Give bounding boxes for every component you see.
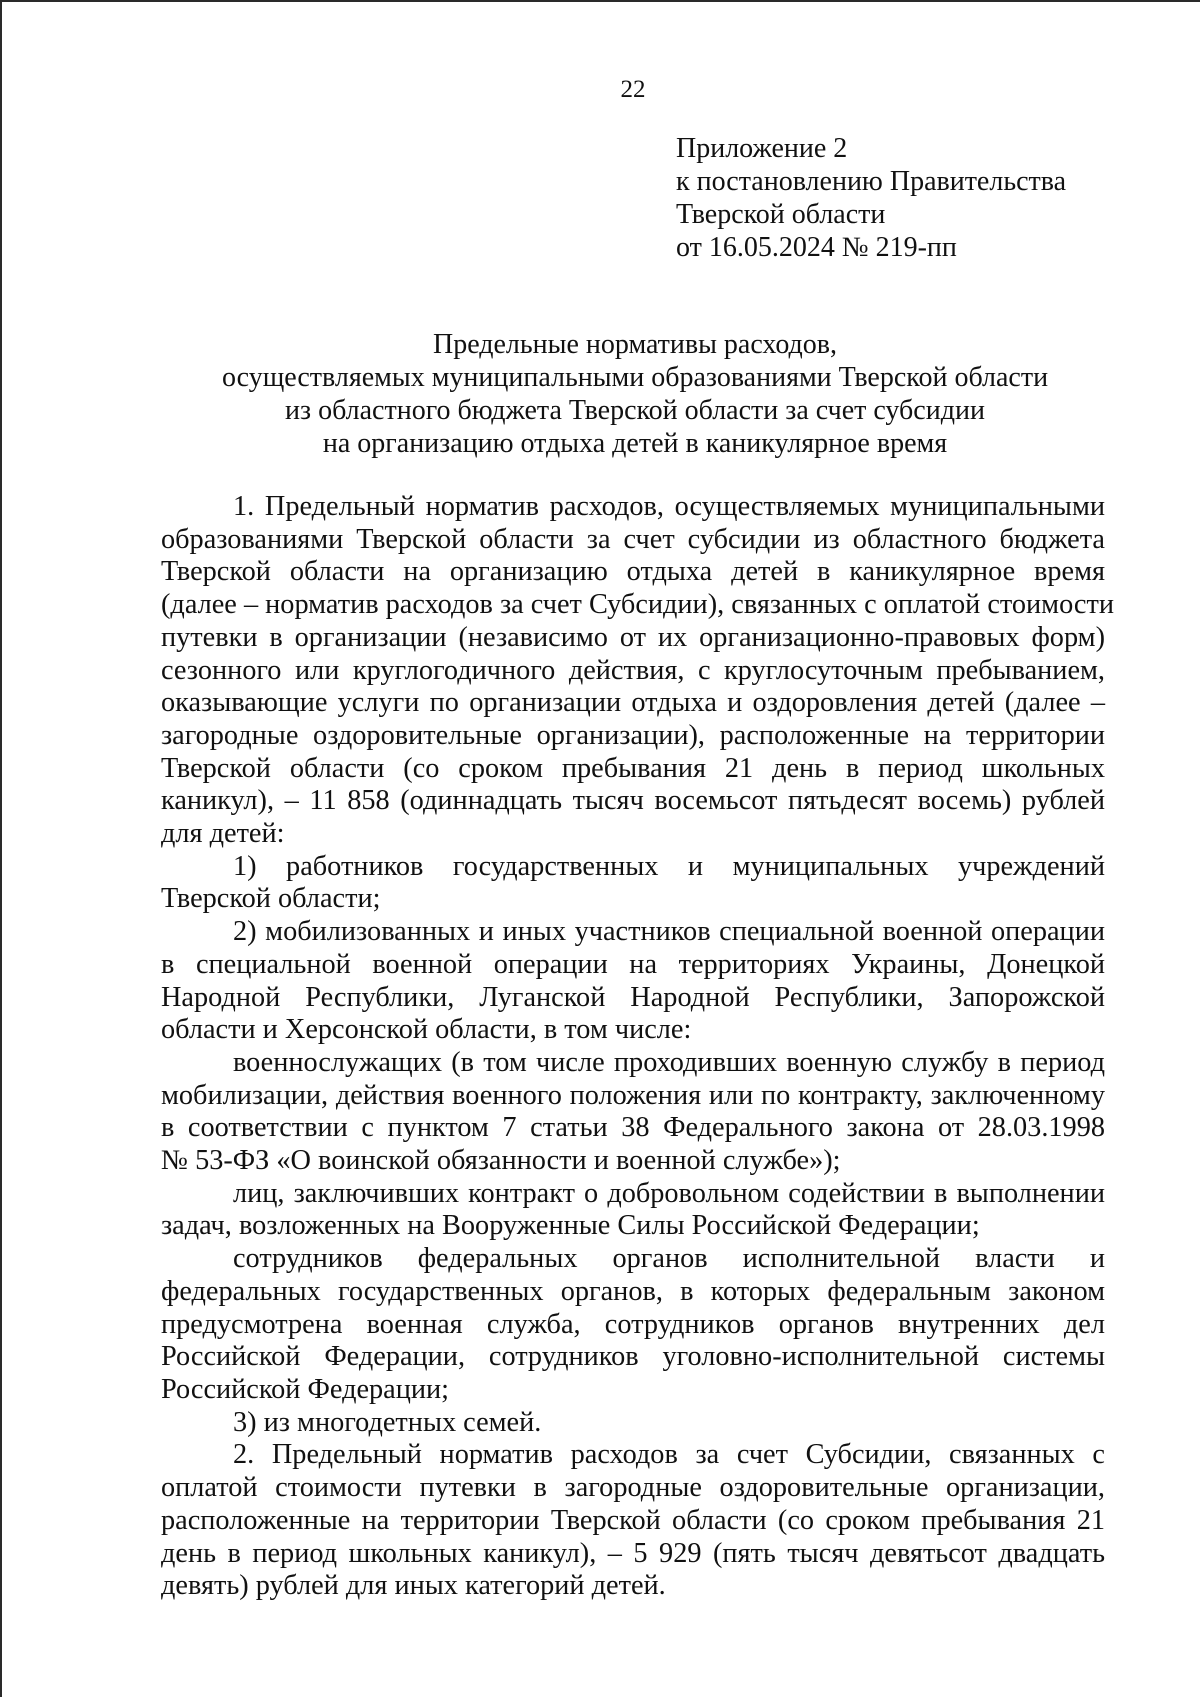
paragraph-line: загородные оздоровительные организации), расположенные на территории xyxy=(161,719,1105,751)
appendix-line: Приложение 2 xyxy=(676,133,848,164)
paragraph-line: лиц, заключивших контракт о добровольном содействии в выполнении xyxy=(233,1177,1105,1209)
paragraph xyxy=(161,1439,1105,1603)
paragraph-line: 2. Предельный норматив расходов за счет Субсидии, связанных с xyxy=(233,1439,1105,1471)
paragraph xyxy=(161,851,1105,916)
paragraph-line: (далее – норматив расходов за счет Субсидии), связанных с оплатой стоимости xyxy=(161,589,1115,621)
paragraph-line: федеральных государственных органов, в которых федеральным законом xyxy=(161,1275,1105,1307)
paragraph xyxy=(161,1243,1105,1407)
paragraph-line: для детей: xyxy=(161,818,285,850)
paragraph-line: оказывающие услуги по организации отдыха и оздоровления детей (далее – xyxy=(161,687,1105,719)
paragraph-line: 1. Предельный норматив расходов, осуществляемых муниципальными xyxy=(233,491,1105,522)
paragraph-line: каникул), – 11 858 (одиннадцать тысяч восемьсот пятьдесят восемь) рублей xyxy=(161,785,1105,817)
paragraph-line: в специальной военной операции на территориях Украины, Донецкой xyxy=(161,948,1105,980)
appendix-line: от 16.05.2024 № 219-пп xyxy=(676,232,957,263)
paragraph-line: Тверской области (со сроком пребывания 21 день в период школьных xyxy=(161,752,1105,784)
paragraph-line: в соответствии с пунктом 7 статьи 38 Федерального закона от 28.03.1998 xyxy=(161,1112,1105,1144)
paragraph-line: 2) мобилизованных и иных участников специальной военной операции xyxy=(233,916,1105,948)
paragraph xyxy=(161,1047,1105,1178)
paragraph xyxy=(161,916,1105,1047)
title-line: Предельные нормативы расходов, xyxy=(432,329,838,360)
appendix-line: к постановлению Правительства xyxy=(676,166,1067,197)
paragraph-line: Тверской области на организацию отдыха детей в каникулярное время xyxy=(161,556,1105,588)
paragraph-line: мобилизации, действия военного положения или по контракту, заключенному xyxy=(161,1079,1105,1111)
paragraph xyxy=(161,1178,1105,1243)
paragraph-line: день в период школьных каникул), – 5 929 (пять тысяч девятьсот двадцать xyxy=(161,1537,1105,1569)
paragraph-line: № 53-ФЗ «О воинской обязанности и военной службе»); xyxy=(161,1145,841,1177)
paragraph-line: предусмотрена военная служба, сотрудников органов внутренних дел xyxy=(161,1308,1105,1340)
paragraph-line: области и Херсонской области, в том числе: xyxy=(161,1014,692,1046)
appendix-line: Тверской области xyxy=(676,199,886,230)
paragraph xyxy=(161,1407,1105,1440)
paragraph-line: сезонного или круглогодичного действия, с круглосуточным пребыванием, xyxy=(161,654,1105,686)
paragraph-line: задач, возложенных на Вооруженные Силы Российской Федерации; xyxy=(161,1210,980,1242)
paragraph-line: Российской Федерации, сотрудников уголовно-исполнительной системы xyxy=(161,1341,1105,1373)
appendix-header xyxy=(676,132,1066,264)
paragraph-line: военнослужащих (в том числе проходивших военную службу в период xyxy=(233,1046,1105,1078)
paragraph-line: путевки в организации (независимо от их организационно-правовых форм) xyxy=(161,621,1105,653)
paragraph-line: Народной Республики, Луганской Народной Республики, Запорожской xyxy=(161,981,1105,1013)
paragraph xyxy=(161,491,1115,851)
title-line: осуществляемых муниципальными образованиями Тверской области xyxy=(221,362,1049,393)
paragraph-line: сотрудников федеральных органов исполнительной власти и xyxy=(233,1243,1105,1275)
paragraph-line: расположенные на территории Тверской области (со сроком пребывания 21 xyxy=(161,1504,1105,1536)
paragraph-line: Российской Федерации; xyxy=(161,1373,450,1405)
document-title xyxy=(162,328,1108,460)
paragraph-line: оплатой стоимости путевки в загородные оздоровительные организации, xyxy=(161,1472,1105,1504)
title-line: на организацию отдыха детей в каникулярное время xyxy=(322,428,948,459)
page-number: 22 xyxy=(620,76,646,103)
paragraph-line: 3) из многодетных семей. xyxy=(233,1406,542,1438)
title-line: из областного бюджета Тверской области за счет субсидии xyxy=(285,395,985,426)
paragraph-line: образованиями Тверской области за счет субсидии из областного бюджета xyxy=(161,523,1105,555)
paragraph-line: 1) работников государственных и муниципальных учреждений xyxy=(233,850,1105,882)
paragraph-line: Тверской области; xyxy=(161,883,381,915)
paragraph-line: девять) рублей для иных категорий детей. xyxy=(161,1570,666,1602)
document-body xyxy=(161,491,1115,1603)
